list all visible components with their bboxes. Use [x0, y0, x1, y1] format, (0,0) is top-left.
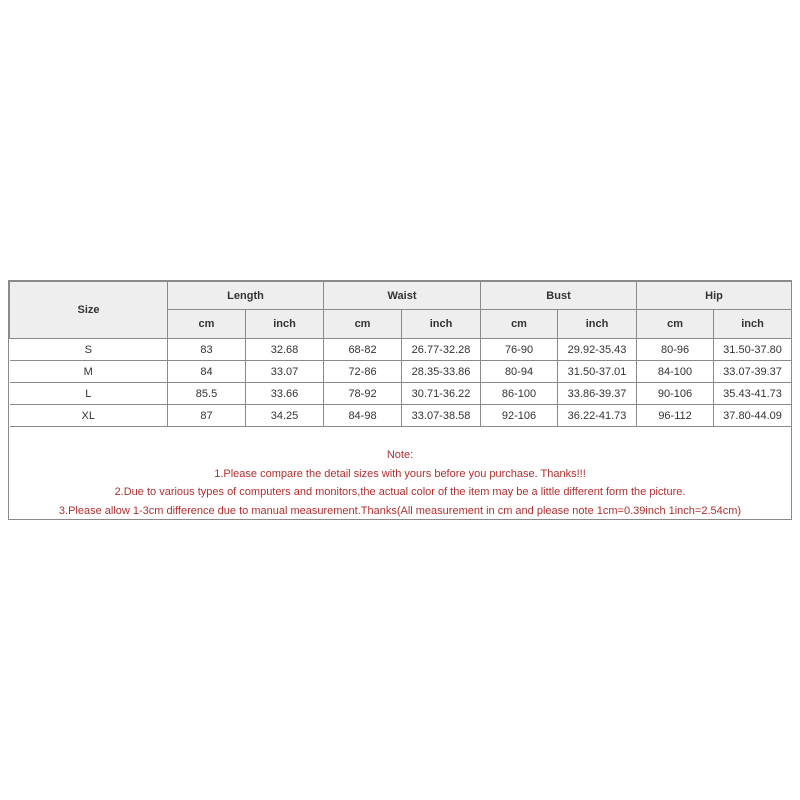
table-cell: 31.50-37.80	[714, 339, 792, 361]
table-cell: 90-106	[637, 383, 714, 405]
length-header: Length	[168, 282, 324, 310]
table-cell: 78-92	[324, 383, 402, 405]
size-cell: L	[10, 383, 168, 405]
table-cell: 80-94	[481, 361, 558, 383]
hip-cm-header: cm	[637, 310, 714, 339]
note-line: 1.Please compare the detail sizes with yours before you purchase. Thanks!!!	[214, 467, 586, 480]
table-cell: 96-112	[637, 405, 714, 427]
table-cell: 86-100	[481, 383, 558, 405]
table-row	[10, 339, 792, 361]
table-cell: 84	[168, 361, 246, 383]
table-cell: 84-100	[637, 361, 714, 383]
bust-inch-header: inch	[558, 310, 637, 339]
table-cell: 76-90	[481, 339, 558, 361]
bust-cm-header: cm	[481, 310, 558, 339]
table-row	[10, 405, 792, 427]
table-cell: 87	[168, 405, 246, 427]
waist-inch-header: inch	[402, 310, 481, 339]
table-row	[10, 383, 792, 405]
size-cell: S	[10, 339, 168, 361]
table-cell: 33.07-39.37	[714, 361, 792, 383]
table-cell: 68-82	[324, 339, 402, 361]
table-cell: 83	[168, 339, 246, 361]
table-cell: 36.22-41.73	[558, 405, 637, 427]
size-cell: XL	[10, 405, 168, 427]
table-cell: 37.80-44.09	[714, 405, 792, 427]
size-table	[9, 281, 792, 427]
table-cell: 28.35-33.86	[402, 361, 481, 383]
table-cell: 84-98	[324, 405, 402, 427]
note-title: Note:	[386, 449, 414, 461]
note-line: 3.Please allow 1-3cm difference due to manual measurement.Thanks(All measurement in cm and please note 1cm=0.39inch 1inch=2.54cm)	[58, 504, 742, 517]
table-cell: 33.07	[246, 361, 324, 383]
table-cell: 80-96	[637, 339, 714, 361]
size-header: Size	[10, 282, 168, 339]
bust-header: Bust	[481, 282, 637, 310]
table-row	[10, 361, 792, 383]
waist-header: Waist	[324, 282, 481, 310]
notes	[9, 446, 791, 520]
table-cell: 33.07-38.58	[402, 405, 481, 427]
table-cell: 30.71-36.22	[402, 383, 481, 405]
table-cell: 92-106	[481, 405, 558, 427]
waist-cm-header: cm	[324, 310, 402, 339]
table-cell: 26.77-32.28	[402, 339, 481, 361]
table-cell: 85.5	[168, 383, 246, 405]
hip-inch-header: inch	[714, 310, 792, 339]
table-cell: 72-86	[324, 361, 402, 383]
note-line: 2.Due to various types of computers and monitors,the actual color of the item may be a little different form the picture.	[114, 486, 686, 498]
header-row-groups	[10, 282, 792, 310]
length-cm-header: cm	[168, 310, 246, 339]
table-cell: 33.66	[246, 383, 324, 405]
hip-header: Hip	[637, 282, 792, 310]
table-cell: 29.92-35.43	[558, 339, 637, 361]
table-cell: 34.25	[246, 405, 324, 427]
size-chart	[8, 280, 792, 520]
table-cell: 31.50-37.01	[558, 361, 637, 383]
table-cell: 35.43-41.73	[714, 383, 792, 405]
length-inch-header: inch	[246, 310, 324, 339]
size-cell: M	[10, 361, 168, 383]
table-cell: 33.86-39.37	[558, 383, 637, 405]
table-cell: 32.68	[246, 339, 324, 361]
